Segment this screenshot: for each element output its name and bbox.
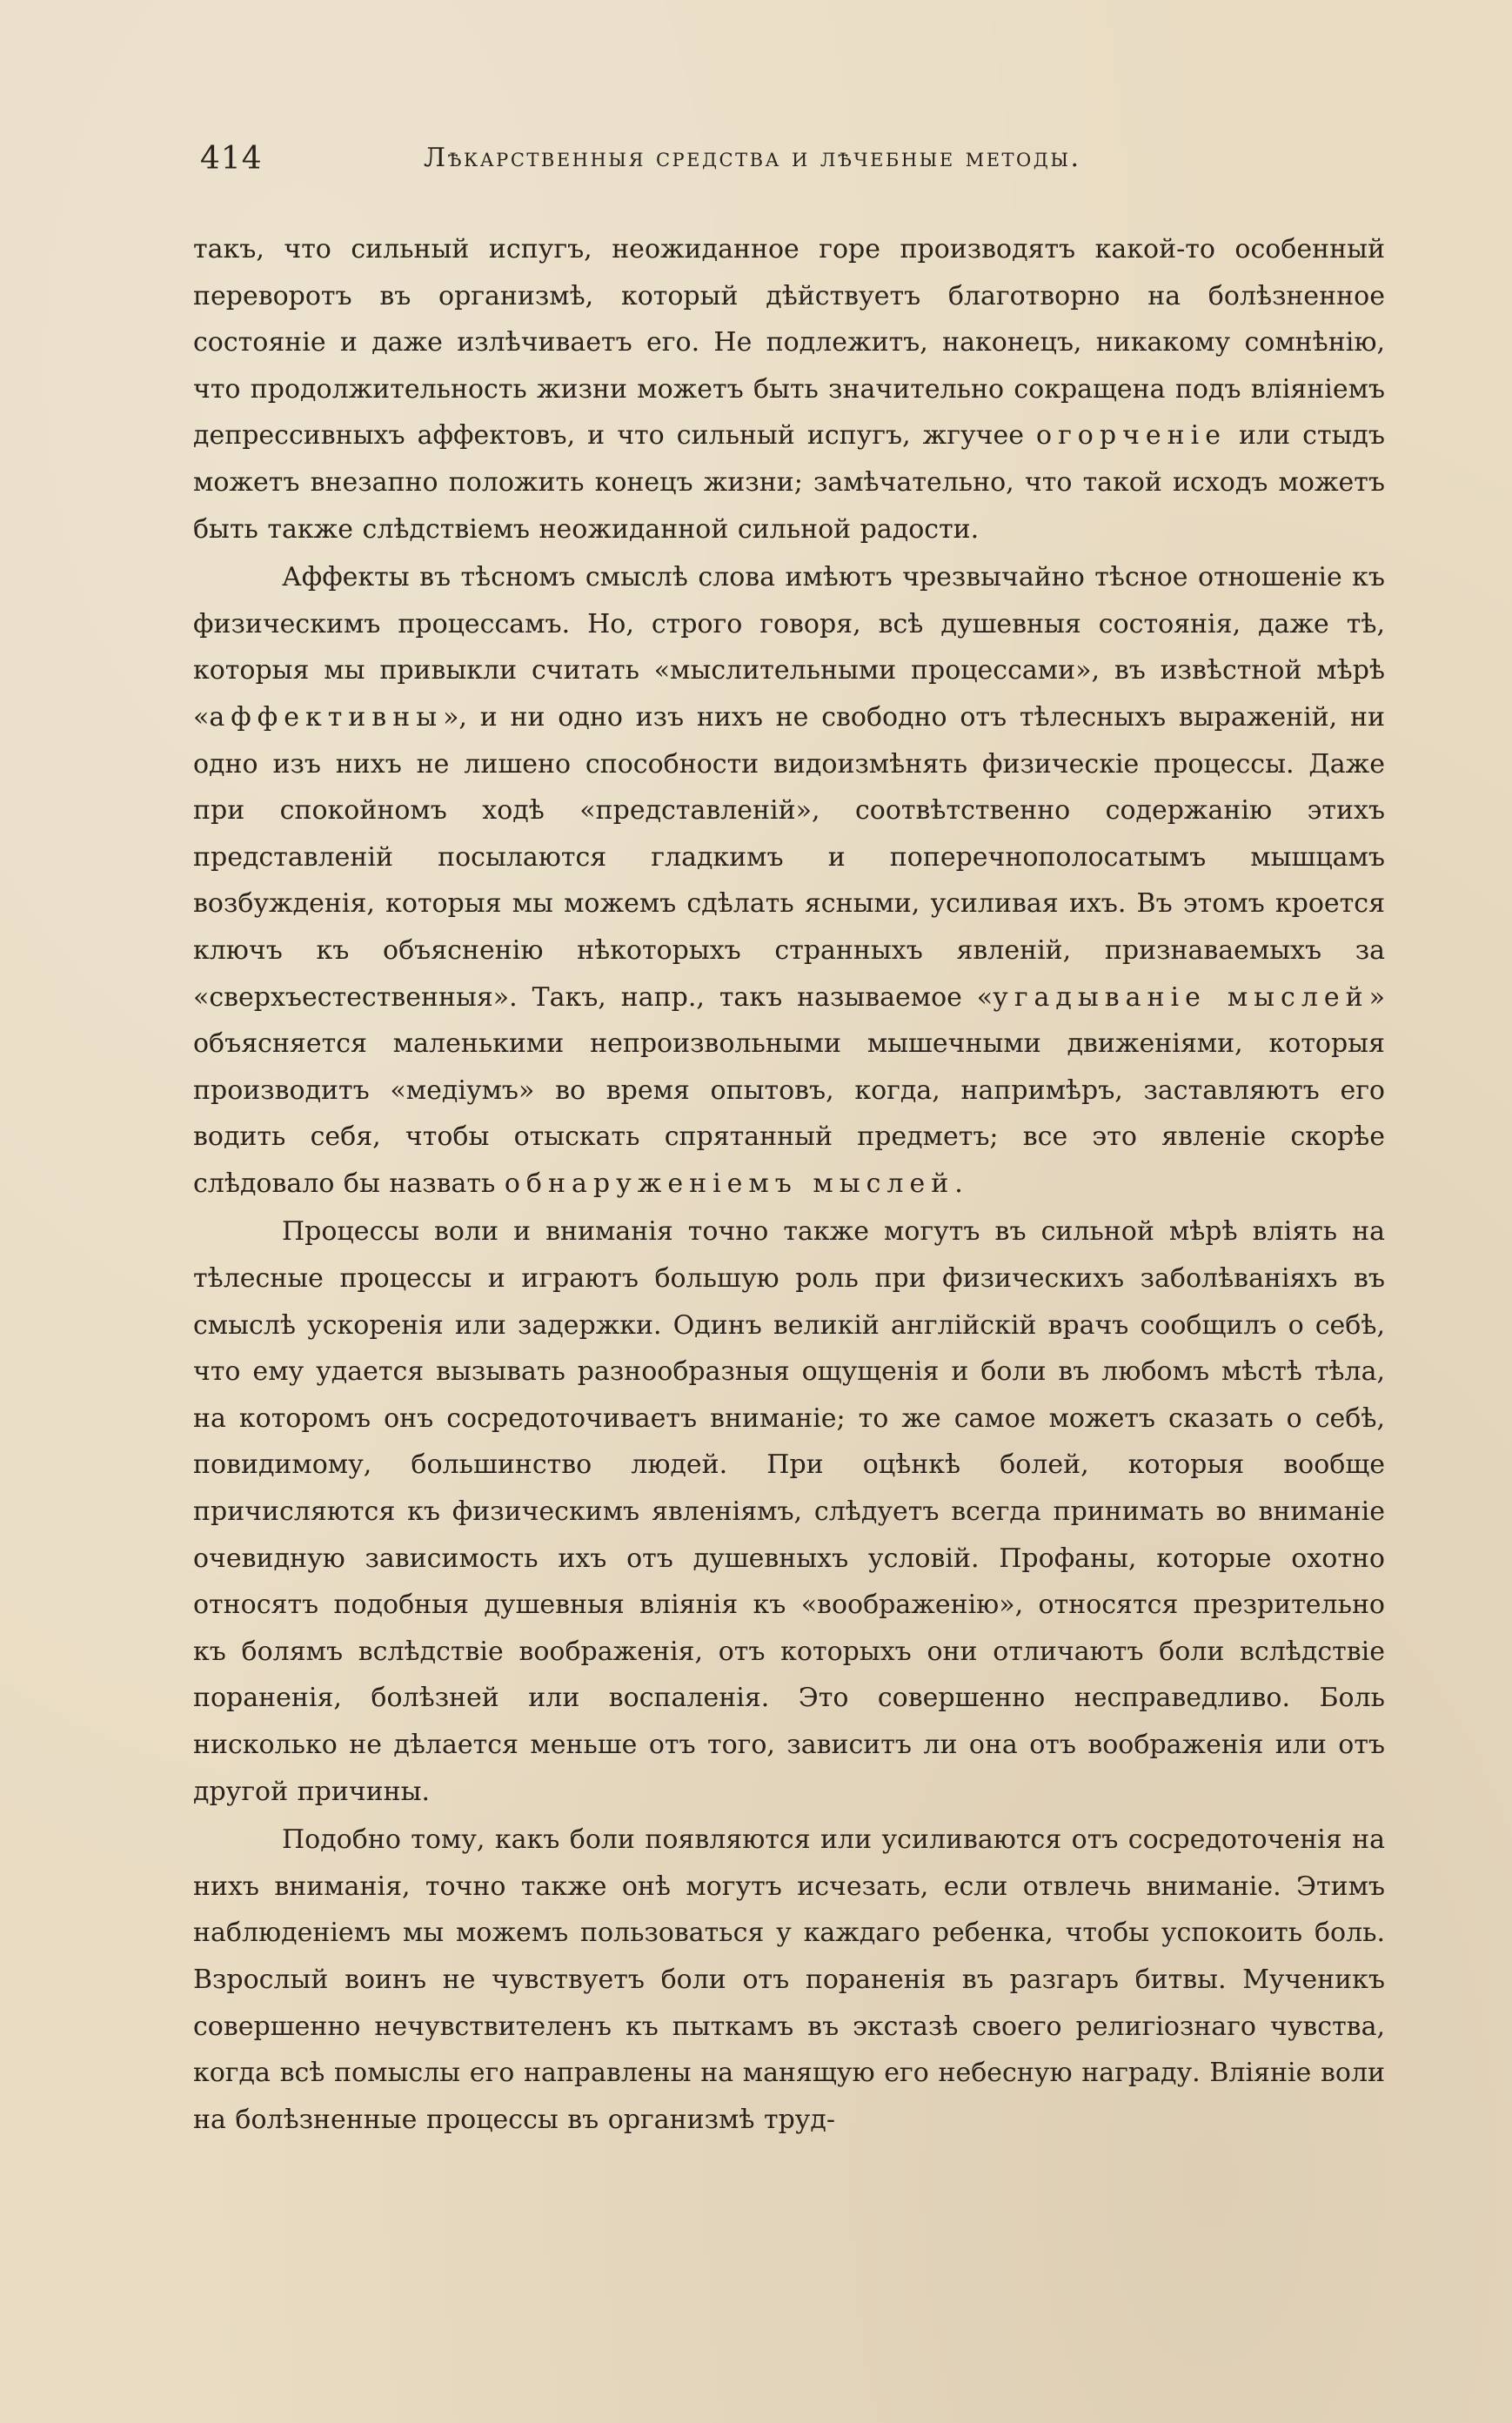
paragraph-text: » объясняется маленькими непроизвольными мышечными движеніями, которыя производитъ «медіумъ» во время опытовъ, когда, напримѣръ, заставляютъ его водить себя, чтобы отыскать спрятанный предметъ; все это явленіе скорѣе слѣдовало бы назвать: [193, 981, 1385, 1199]
paragraph-text: или стыдъ можетъ внезапно положить конецъ жизни; замѣчательно, что такой исходъ можетъ быть также слѣдствіемъ неожиданной сильной радости.: [193, 420, 1385, 545]
running-title: Лѣкарственныя средства и лѣчебные методы.: [424, 143, 1081, 173]
paragraph-text: такъ, что сильный испугъ, неожиданное горе производятъ какой-то особенный переворотъ въ организмѣ, который дѣйствуетъ благотворно на болѣзненное состояніе и даже излѣчиваетъ его. Не подлежитъ, наконецъ, никакому сомнѣнію, что продолжительность жизни можетъ быть значительно сокращена подъ вліяніемъ депрессивныхъ аффектовъ, и что сильный испугъ, жгучее: [193, 234, 1385, 452]
paragraph-text: », и ни одно изъ нихъ не свободно отъ тѣлесныхъ выраженій, ни одно изъ нихъ не лишено способности видоизмѣнять физическіе процессы. Даже при спокойномъ ходѣ «представленій», соотвѣтственно содержанію этихъ представленій посылаются гладкимъ и поперечнополосатымъ мышцамъ возбужденія, которыя мы можемъ сдѣлать ясными, усиливая ихъ. Въ этомъ кроется ключъ къ объясненію нѣкоторыхъ странныхъ явленій, признаваемыхъ за «сверхъестественныя». Такъ, напр., такъ называемое «: [193, 701, 1385, 1013]
spaced-emphasis-text: угадываніе мыслей: [993, 981, 1369, 1013]
spaced-emphasis-text: аффективны: [209, 701, 444, 733]
paragraph-2: [193, 554, 1385, 1207]
paragraph-1: [193, 226, 1385, 552]
body-text: [193, 226, 1385, 2143]
spaced-emphasis-text: огорченіе: [1036, 420, 1228, 452]
paragraph-text: Подобно тому, какъ боли появляются или усиливаются отъ сосредоточенія на нихъ вниманія, точно также онѣ могутъ исчезать, если отвлечь вниманіе. Этимъ наблюденіемъ мы можемъ пользоваться у каждаго ребенка, чтобы успокоить боль. Взрослый воинъ не чувствуетъ боли отъ пораненія въ разгаръ битвы. Мученикъ совершенно нечувствителенъ къ пыткамъ въ экстазѣ своего религіознаго чувства, когда всѣ помыслы его направлены на манящую его небесную награду. Вліяніе воли на болѣзненные процессы въ организмѣ труд-: [193, 1824, 1385, 2135]
page-number: 414: [200, 141, 263, 177]
paragraph-3: [193, 1208, 1385, 1815]
page-header: [193, 141, 1385, 193]
paragraph-text: .: [954, 1168, 963, 1199]
paragraph-text: Аффекты въ тѣсномъ смыслѣ слова имѣютъ чрезвычайно тѣсное отношеніе къ физическимъ процессамъ. Но, строго говоря, всѣ душевныя состоянія, даже тѣ, которыя мы привыкли считать «мыслительными процессами», въ извѣстной мѣрѣ «: [193, 562, 1385, 733]
paragraph-4: [193, 1817, 1385, 2143]
spaced-emphasis-text: обнаруженіемъ мыслей: [504, 1168, 955, 1199]
paragraph-text: Процессы воли и вниманія точно также могутъ въ сильной мѣрѣ вліять на тѣлесные процессы и играютъ большую роль при физическихъ заболѣваніяхъ въ смыслѣ ускоренія или задержки. Одинъ великій англійскій врачъ сообщилъ о себѣ, что ему удается вызывать разнообразныя ощущенія и боли въ любомъ мѣстѣ тѣла, на которомъ онъ сосредоточиваетъ вниманіе; то же самое можетъ сказать о себѣ, повидимому, большинство людей. При оцѣнкѣ болей, которыя вообще причисляются къ физическимъ явленіямъ, слѣдуетъ всегда принимать во вниманіе очевидную зависимость ихъ отъ душевныхъ условій. Профаны, которые охотно относятъ подобныя душевныя вліянія къ «воображенію», относятся презрительно къ болямъ вслѣдствіе воображенія, отъ которыхъ они отличаютъ боли вслѣдствіе пораненія, болѣзней или воспаленія. Это совершенно несправедливо. Боль нисколько не дѣлается меньше отъ того, зависитъ ли она отъ воображенія или отъ другой причины.: [193, 1216, 1385, 1807]
